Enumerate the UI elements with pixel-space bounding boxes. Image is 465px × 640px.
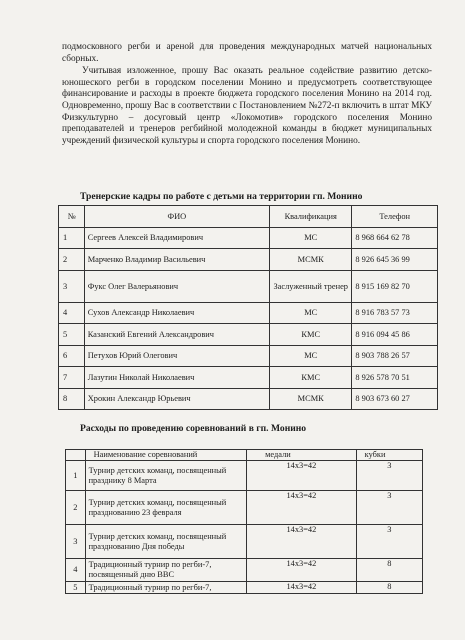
coach-phone: 8 903 788 26 57 bbox=[352, 345, 438, 367]
table-row bbox=[59, 345, 438, 367]
coach-name: Марченко Владимир Васильевич bbox=[84, 249, 269, 271]
event-medals: 14x3=42 bbox=[247, 461, 357, 491]
coach-phone: 8 916 783 57 73 bbox=[352, 302, 438, 324]
coach-qualification: МСМК bbox=[270, 249, 352, 271]
intro-paragraph: Учитывая изложенное, прошу Вас оказать реальное содействие развитию детско-юношеского регби в городском поселении Монино и предусмотреть соответствующее финансирование и расходы в проекте бюджета городского поселения Монино на 2014 год. Одновременно, прошу Вас в соответствии с Постановлением №272-п включить в штат МКУ Физкультурно – досуговый центр «Локомотив» городского поселения Монино преподавателей и тренеров регбийной молодежной команды в бюджет муниципальных учреждений физической культуры и спорта городского поселения Монино. bbox=[62, 66, 432, 146]
coach-phone: 8 926 645 36 99 bbox=[352, 249, 438, 271]
table-header-row bbox=[59, 206, 438, 228]
row-number: 2 bbox=[66, 491, 86, 525]
coach-name: Сергеев Алексей Владимирович bbox=[84, 227, 269, 249]
event-medals: 14x3=42 bbox=[247, 559, 357, 582]
coach-name: Сухов Александр Николаевич bbox=[84, 302, 269, 324]
coach-phone: 8 915 169 82 70 bbox=[352, 270, 438, 302]
coach-qualification: КМС bbox=[270, 324, 352, 346]
coach-name: Фукс Олег Валерьянович bbox=[84, 270, 269, 302]
table-row bbox=[59, 227, 438, 249]
header-cell: Квалификация bbox=[270, 206, 352, 228]
row-number: 3 bbox=[66, 525, 86, 559]
event-name: Турнир детских команд, посвященный празднику 8 Марта bbox=[85, 461, 247, 491]
event-name: Традиционный турнир по регби-7, bbox=[85, 582, 247, 594]
coach-name: Казанский Евгений Александрович bbox=[84, 324, 269, 346]
event-medals: 14x3=42 bbox=[247, 582, 357, 594]
row-number: 1 bbox=[66, 461, 86, 491]
table-row bbox=[66, 582, 423, 594]
header-cell: Телефон bbox=[352, 206, 438, 228]
header-cell: кубки bbox=[356, 450, 422, 461]
event-medals: 14x3=42 bbox=[247, 525, 357, 559]
table-row bbox=[59, 270, 438, 302]
row-number: 5 bbox=[59, 324, 85, 346]
coach-name: Лазутин Николай Николаевич bbox=[84, 367, 269, 389]
events-title: Расходы по проведению соревнований в гп. Монино bbox=[80, 423, 307, 434]
table-row bbox=[66, 559, 423, 582]
event-name: Турнир детских команд, посвященный празднованию 23 февраля bbox=[85, 491, 247, 525]
event-medals: 14x3=42 bbox=[247, 491, 357, 525]
coach-qualification: Заслуженный тренер bbox=[270, 270, 352, 302]
event-cups: 3 bbox=[356, 461, 422, 491]
row-number: 3 bbox=[59, 270, 85, 302]
table-row bbox=[66, 525, 423, 559]
table-row bbox=[59, 249, 438, 271]
coach-qualification: МС bbox=[270, 302, 352, 324]
coach-name: Петухов Юрий Олегович bbox=[84, 345, 269, 367]
row-number: 7 bbox=[59, 367, 85, 389]
row-number: 1 bbox=[59, 227, 85, 249]
row-number: 6 bbox=[59, 345, 85, 367]
row-number: 4 bbox=[59, 302, 85, 324]
header-cell: № bbox=[59, 206, 85, 228]
coach-phone: 8 926 578 70 51 bbox=[352, 367, 438, 389]
event-cups: 3 bbox=[356, 491, 422, 525]
coach-phone: 8 968 664 62 78 bbox=[352, 227, 438, 249]
coach-qualification: МСМК bbox=[270, 388, 352, 410]
table-row bbox=[59, 324, 438, 346]
staff-title: Тренерские кадры по работе с детьми на территории гп. Монино bbox=[80, 191, 363, 202]
header-cell: Наименование соревнований bbox=[85, 450, 247, 461]
table-header-row bbox=[66, 450, 423, 461]
header-cell: ФИО bbox=[84, 206, 269, 228]
coach-phone: 8 916 094 45 86 bbox=[352, 324, 438, 346]
event-cups: 8 bbox=[356, 559, 422, 582]
event-name: Традиционный турнир по регби-7, посвященный дню ВВС bbox=[85, 559, 247, 582]
coach-name: Хрокин Александр Юрьевич bbox=[84, 388, 269, 410]
intro-text bbox=[62, 42, 432, 147]
row-number: 2 bbox=[59, 249, 85, 271]
events-table bbox=[65, 449, 423, 594]
event-cups: 8 bbox=[356, 582, 422, 594]
table-row bbox=[59, 388, 438, 410]
intro-line: подмосковного регби и ареной для проведения международных матчей национальных сборных. bbox=[62, 42, 432, 64]
coach-phone: 8 903 673 60 27 bbox=[352, 388, 438, 410]
event-cups: 3 bbox=[356, 525, 422, 559]
table-row bbox=[66, 491, 423, 525]
table-row bbox=[66, 461, 423, 491]
event-name: Турнир детских команд, посвященный празднованию Дня победы bbox=[85, 525, 247, 559]
staff-table bbox=[58, 205, 438, 410]
row-number: 4 bbox=[66, 559, 86, 582]
table-row bbox=[59, 302, 438, 324]
coach-qualification: КМС bbox=[270, 367, 352, 389]
row-number: 8 bbox=[59, 388, 85, 410]
header-cell: медали bbox=[247, 450, 357, 461]
coach-qualification: МС bbox=[270, 227, 352, 249]
header-cell bbox=[66, 450, 86, 461]
coach-qualification: МС bbox=[270, 345, 352, 367]
table-row bbox=[59, 367, 438, 389]
row-number: 5 bbox=[66, 582, 86, 594]
